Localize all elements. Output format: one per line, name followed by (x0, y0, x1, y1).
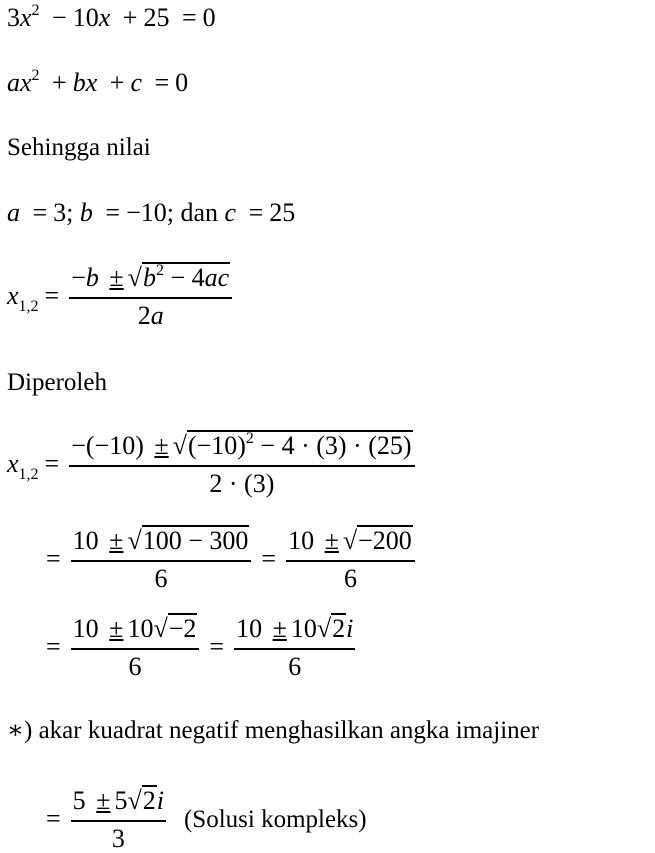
radicand: 100 − 300 (142, 526, 249, 555)
numerator-term: 5 (72, 786, 86, 815)
radicand: −200 (358, 526, 412, 555)
imaginary-unit: i (156, 786, 164, 815)
square-root (127, 525, 249, 556)
radicand: 2 (332, 614, 346, 643)
numerator-term: 10 (288, 526, 315, 555)
square-root (317, 613, 346, 644)
plus-minus-sign: ± (96, 786, 111, 815)
square-root (127, 785, 156, 816)
denominator (138, 299, 164, 331)
variable-c: c (224, 198, 237, 227)
numerator-term: 10 (72, 614, 99, 643)
coefficient: 10 (127, 614, 154, 643)
square-root (153, 613, 197, 644)
radicand-term: − 4 · (3) · (25) (253, 431, 412, 460)
square-root (128, 262, 231, 293)
variable-x: x (85, 68, 98, 97)
radical-icon: √ (342, 526, 358, 555)
quadratic-formula (7, 262, 236, 330)
coefficient-values (7, 200, 295, 226)
note-text: akar kuadrat negatif menghasilkan angka imajiner (32, 717, 540, 744)
radical-icon: √ (153, 614, 168, 643)
fraction-1 (71, 613, 200, 681)
negated-b: −(−10) (71, 431, 144, 460)
variable-b: b (85, 263, 99, 292)
numerator (69, 430, 414, 467)
equals-sign: = (154, 68, 170, 97)
step-1 (40, 525, 419, 593)
substitution-formula (7, 430, 419, 498)
radicand-term: − 4 (163, 263, 205, 292)
equals-sign: = (32, 198, 48, 227)
numerator-term: 10 (72, 526, 99, 555)
plus-minus-sign: ± (272, 614, 287, 643)
equals-sign: = (181, 3, 197, 32)
variable: x (20, 3, 32, 32)
plus-minus-sign: ± (324, 526, 339, 555)
variable-b: b (72, 68, 86, 97)
fraction-2 (286, 525, 415, 593)
fraction (69, 430, 414, 498)
text-diperoleh: Diperoleh (7, 369, 107, 396)
fraction (71, 785, 166, 853)
numerator (234, 613, 355, 650)
radicand-base: (−10) (187, 431, 246, 460)
numerator (71, 785, 166, 822)
variable-a: a (7, 198, 20, 227)
operator: + (52, 68, 67, 97)
variable-ac: ac (204, 263, 230, 292)
value-b: −10; (126, 198, 174, 227)
equation-original (7, 2, 216, 32)
fraction-2 (234, 613, 355, 681)
plus-minus-sign: ± (109, 614, 124, 643)
equals-sign: = (46, 804, 61, 834)
value-a: 3; (53, 198, 74, 227)
radical-icon: √ (316, 614, 332, 643)
equation-general-form (7, 67, 189, 97)
exponent: 2 (31, 67, 40, 84)
radicand (187, 430, 413, 459)
exponent: 2 (245, 430, 254, 447)
variable-a: a (150, 300, 164, 330)
equals-sign: = (46, 544, 61, 574)
radical-icon: √ (127, 526, 142, 555)
lhs (7, 449, 39, 484)
fraction (69, 262, 232, 330)
radicand: −2 (168, 614, 197, 643)
coefficient: 5 (114, 786, 128, 815)
asterisk-marker: ∗) (7, 717, 33, 744)
operator: − (52, 3, 67, 32)
variable: x (98, 3, 111, 32)
variable-b: b (79, 198, 93, 227)
equals-sign: = (261, 544, 277, 574)
denominator-coefficient: 2 (137, 300, 151, 330)
minus-sign: − (71, 263, 86, 292)
denominator: 3 (111, 823, 125, 853)
radicand: 2 (142, 786, 156, 815)
equals-sign: = (44, 449, 60, 479)
exponent: 2 (155, 262, 164, 279)
equals-sign: = (105, 198, 121, 227)
denominator: 6 (288, 651, 302, 681)
final-solution (40, 785, 367, 853)
variable-x: x (7, 281, 19, 311)
text-sehingga-nilai: Sehingga nilai (7, 134, 151, 161)
equals-sign: = (248, 198, 264, 227)
subscript: 1,2 (18, 298, 39, 316)
conjunction-dan: dan (180, 198, 219, 227)
variable-c: c (130, 68, 142, 97)
variable-x: x (20, 68, 32, 97)
numerator-term: 10 (236, 614, 263, 643)
note-imaginary (7, 718, 539, 743)
denominator: 6 (154, 563, 168, 593)
variable-a: a (7, 68, 20, 97)
value-c: 25 (269, 198, 296, 227)
plus-minus-sign: ± (109, 526, 124, 555)
imaginary-unit: i (346, 614, 354, 643)
coefficient: 10 (72, 3, 99, 32)
exponent: 2 (31, 2, 40, 19)
plus-minus-sign: ± (109, 263, 124, 292)
constant: 25 (143, 3, 170, 32)
operator: + (109, 68, 125, 97)
square-root (343, 525, 413, 556)
numerator (69, 262, 232, 299)
coefficient: 3 (7, 3, 20, 32)
square-root (173, 430, 413, 461)
equals-sign: = (44, 281, 60, 311)
radicand (142, 262, 230, 291)
plus-minus-sign: ± (154, 431, 169, 460)
step-2 (40, 613, 359, 681)
denominator: 2 · (3) (209, 468, 275, 498)
numerator (71, 613, 200, 650)
denominator: 6 (343, 563, 357, 593)
rhs-value: 0 (202, 3, 216, 32)
radical-icon: √ (127, 786, 142, 815)
rhs-value: 0 (175, 68, 189, 97)
solution-label: (Solusi kompleks) (183, 805, 367, 833)
numerator (286, 525, 415, 562)
radical-icon: √ (127, 263, 142, 292)
denominator: 6 (128, 651, 142, 681)
variable-x: x (7, 449, 19, 479)
equals-sign: = (209, 632, 225, 662)
variable-b: b (142, 263, 156, 292)
numerator (71, 525, 252, 562)
equals-sign: = (46, 632, 61, 662)
lhs (7, 281, 39, 316)
fraction-1 (71, 525, 252, 593)
operator: + (122, 3, 138, 32)
radical-icon: √ (172, 431, 187, 460)
subscript: 1,2 (18, 466, 39, 484)
coefficient: 10 (290, 614, 317, 643)
